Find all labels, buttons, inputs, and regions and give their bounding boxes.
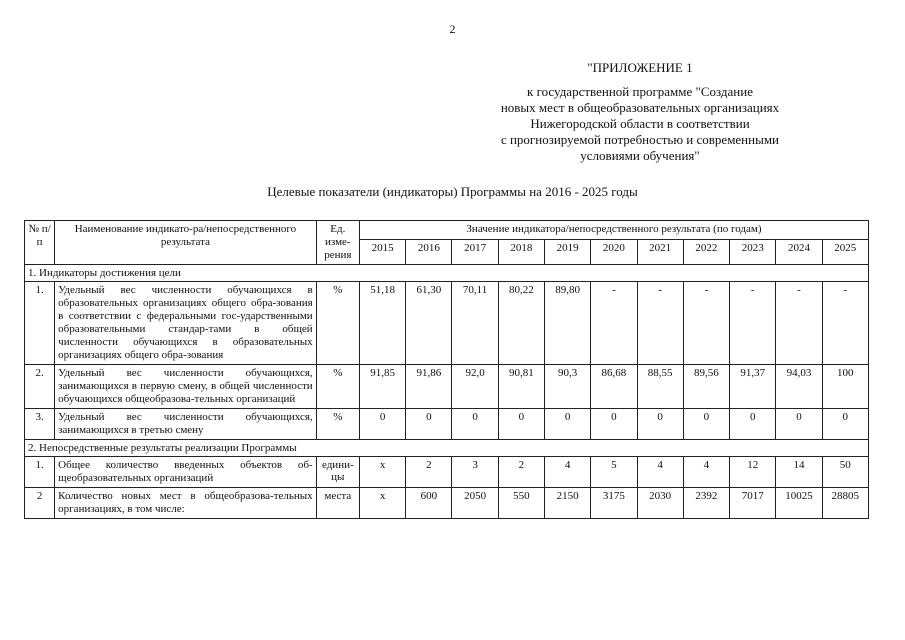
value-cell: 2	[406, 457, 452, 488]
value-cell: 600	[406, 488, 452, 519]
value-cell: 61,30	[406, 282, 452, 365]
header-year: 2018	[498, 240, 544, 265]
value-cell: 91,86	[406, 365, 452, 409]
value-cell: 89,56	[683, 365, 729, 409]
row-number: 1.	[25, 282, 55, 365]
header-num: № п/п	[25, 221, 55, 265]
row-unit: %	[316, 409, 359, 440]
row-number: 2.	[25, 365, 55, 409]
table-row	[25, 457, 869, 488]
appendix-title: "ПРИЛОЖЕНИЕ 1	[587, 60, 693, 75]
header-year: 2024	[776, 240, 822, 265]
row-number: 1.	[25, 457, 55, 488]
value-cell: 86,68	[591, 365, 637, 409]
table-header-row	[25, 221, 869, 240]
value-cell: -	[637, 282, 683, 365]
value-cell: -	[822, 282, 868, 365]
appendix-subtitle	[440, 84, 840, 164]
row-name: Удельный вес численности обучающихся, занимающихся в третью смену	[55, 409, 317, 440]
appendix-line: Нижегородской области в соответствии	[530, 116, 750, 131]
row-unit: едини-цы	[316, 457, 359, 488]
value-cell: 3	[452, 457, 498, 488]
value-cell: 88,55	[637, 365, 683, 409]
header-year: 2015	[359, 240, 405, 265]
header-year: 2017	[452, 240, 498, 265]
row-number: 3.	[25, 409, 55, 440]
header-year: 2020	[591, 240, 637, 265]
value-cell: 2150	[545, 488, 591, 519]
value-cell: 0	[822, 409, 868, 440]
value-cell: -	[683, 282, 729, 365]
value-cell: 90,3	[545, 365, 591, 409]
table-row	[25, 488, 869, 519]
appendix-line: с прогнозируемой потребностью и современными	[500, 132, 780, 147]
value-cell: 4	[683, 457, 729, 488]
table-row	[25, 282, 869, 365]
value-cell: 90,81	[498, 365, 544, 409]
value-cell: 2050	[452, 488, 498, 519]
value-cell: 0	[591, 409, 637, 440]
value-cell: 0	[545, 409, 591, 440]
value-cell: 0	[683, 409, 729, 440]
value-cell: 2392	[683, 488, 729, 519]
section-row	[25, 265, 869, 282]
appendix-line: условиями обучения"	[580, 148, 700, 163]
value-cell: 4	[637, 457, 683, 488]
value-cell: 92,0	[452, 365, 498, 409]
value-cell: 51,18	[359, 282, 405, 365]
value-cell: 5	[591, 457, 637, 488]
value-cell: 89,80	[545, 282, 591, 365]
value-cell: 91,85	[359, 365, 405, 409]
section-title: 2. Непосредственные результаты реализации Программы	[25, 440, 869, 457]
value-cell: 0	[406, 409, 452, 440]
document-title: Целевые показатели (индикаторы) Программы на 2016 - 2025 годы	[267, 184, 638, 199]
value-cell: 14	[776, 457, 822, 488]
value-cell: х	[359, 488, 405, 519]
value-cell: -	[730, 282, 776, 365]
value-cell: 12	[730, 457, 776, 488]
row-unit: %	[316, 282, 359, 365]
value-cell: 94,03	[776, 365, 822, 409]
header-year: 2021	[637, 240, 683, 265]
header-unit: Ед. изме-рения	[316, 221, 359, 265]
header-year: 2025	[822, 240, 868, 265]
value-cell: 3175	[591, 488, 637, 519]
value-cell: -	[776, 282, 822, 365]
row-unit: %	[316, 365, 359, 409]
value-cell: 0	[498, 409, 544, 440]
value-cell: 91,37	[730, 365, 776, 409]
value-cell: 7017	[730, 488, 776, 519]
page-number: 2	[449, 22, 456, 36]
table-row	[25, 365, 869, 409]
value-cell: х	[359, 457, 405, 488]
value-cell: 70,11	[452, 282, 498, 365]
row-number: 2	[25, 488, 55, 519]
value-cell: 10025	[776, 488, 822, 519]
appendix-line: новых мест в общеобразовательных организациях	[500, 100, 780, 115]
value-cell: 0	[776, 409, 822, 440]
value-cell: -	[591, 282, 637, 365]
header-year: 2016	[406, 240, 452, 265]
row-unit: места	[316, 488, 359, 519]
table-body	[25, 265, 869, 519]
value-cell: 4	[545, 457, 591, 488]
value-cell: 28805	[822, 488, 868, 519]
section-row	[25, 440, 869, 457]
value-cell: 80,22	[498, 282, 544, 365]
value-cell: 0	[359, 409, 405, 440]
row-name: Количество новых мест в общеобразова-тельных организациях, в том числе:	[55, 488, 317, 519]
header-year: 2022	[683, 240, 729, 265]
value-cell: 50	[822, 457, 868, 488]
row-name: Удельный вес численности обучающихся, занимающихся в первую смену, в общей численности обучающихся общеобразова-тельных организаций	[55, 365, 317, 409]
table-row	[25, 409, 869, 440]
row-name: Удельный вес численности обучающихся в образовательных организациях общего обра-зования в соответствии с федеральными гос-ударственными образовательными стандар-тами в общей численности обучающихся в образовательных организациях общего обра-зования	[55, 282, 317, 365]
header-values-group: Значение индикатора/непосредственного результата (по годам)	[359, 221, 868, 240]
header-year: 2023	[730, 240, 776, 265]
indicators-table	[24, 220, 869, 519]
value-cell: 550	[498, 488, 544, 519]
appendix-line: к государственной программе "Создание	[527, 84, 753, 99]
header-name: Наименование индикато-ра/непосредственного результата	[55, 221, 317, 265]
section-title: 1. Индикаторы достижения цели	[25, 265, 869, 282]
value-cell: 2030	[637, 488, 683, 519]
value-cell: 0	[452, 409, 498, 440]
value-cell: 2	[498, 457, 544, 488]
row-name: Общее количество введенных объектов об-щеобразовательных организаций	[55, 457, 317, 488]
value-cell: 0	[730, 409, 776, 440]
value-cell: 0	[637, 409, 683, 440]
value-cell: 100	[822, 365, 868, 409]
header-year: 2019	[545, 240, 591, 265]
